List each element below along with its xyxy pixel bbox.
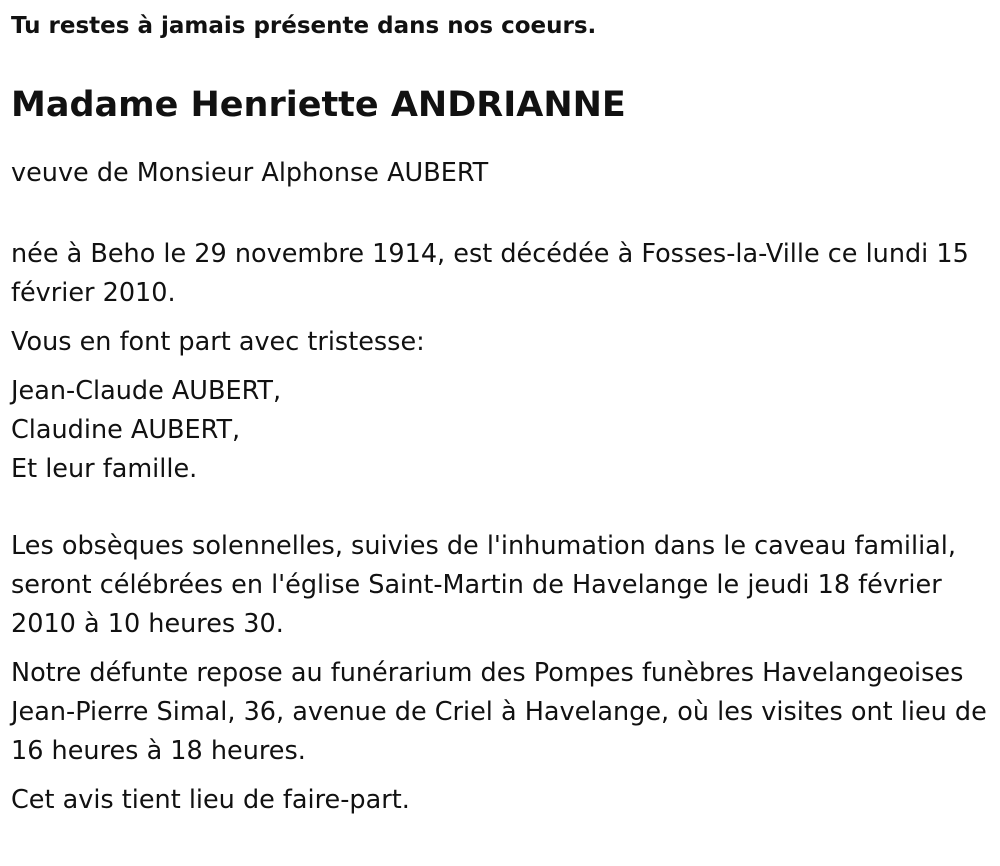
- announcement-line: Vous en font part avec tristesse:: [11, 327, 425, 357]
- deceased-name: Madame Henriette ANDRIANNE: [11, 85, 626, 125]
- funeral-home-paragraph: Notre défunte repose au funérarium des Pompes funèbres Havelangeoises Jean-Pierre Simal, 36, avenue de Criel à Havelange, où les visites ont lieu de 16 heures à 18 heures.: [11, 658, 987, 766]
- family-member: Jean-Claude AUBERT,: [11, 376, 282, 406]
- closing-line: Cet avis tient lieu de faire-part.: [11, 785, 410, 815]
- obituary-notice: [11, 8, 993, 820]
- family-member: Et leur famille.: [11, 454, 198, 484]
- funeral-paragraph: Les obsèques solennelles, suivies de l'inhumation dans le caveau familial, seront célébrées en l'église Saint-Martin de Havelange le jeudi 18 février 2010 à 10 heures 30.: [11, 531, 956, 639]
- widow-line: veuve de Monsieur Alphonse AUBERT: [11, 158, 489, 188]
- family-member: Claudine AUBERT,: [11, 415, 241, 445]
- tagline: Tu restes à jamais présente dans nos coeurs.: [11, 13, 597, 39]
- birth-death-paragraph: née à Beho le 29 novembre 1914, est décédée à Fosses-la-Ville ce lundi 15 février 2010.: [11, 239, 969, 308]
- family-list: [11, 372, 993, 489]
